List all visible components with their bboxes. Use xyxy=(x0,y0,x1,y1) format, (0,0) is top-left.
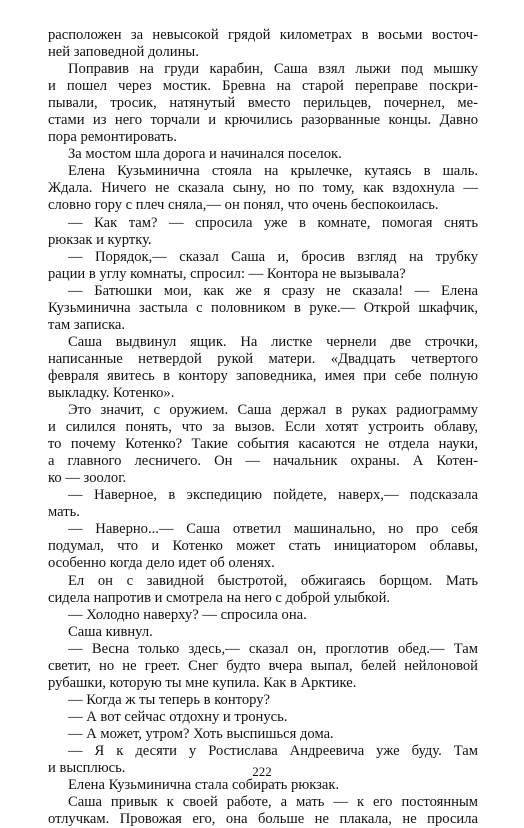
page-number: 222 xyxy=(252,764,272,779)
text-line: Саша привык к своей работе, а мать — к его постоянным xyxy=(68,794,478,811)
text-line: пора ремонтировать. xyxy=(48,129,177,146)
text-line: расположен за невысокой грядой километрах в восьми восточ- xyxy=(48,27,478,43)
text-line: сидела напротив и смотрела на него с доброй улыбкой. xyxy=(48,589,391,606)
text-line: Ел он с завидной быстротой, обжигаясь борщом. Мать xyxy=(68,572,478,589)
text-line: — Наверное, в экспедицию пойдете, наверх,— подсказала xyxy=(68,487,478,504)
text-line: рубашки, которую ты мне купила. Как в Арктике. xyxy=(48,674,357,691)
text-line: Саша кивнул. xyxy=(68,623,153,640)
text-line: — А вот сейчас отдохну и тронусь. xyxy=(68,708,288,725)
text-line: — Когда ж ты теперь в контору? xyxy=(68,691,271,708)
text-line: и силился понять, что за вызов. Если хотят устроить облаву, xyxy=(48,419,478,436)
page-body xyxy=(48,27,478,828)
text-line: ко — зоолог. xyxy=(48,470,127,487)
text-line: подумал, что и Котенко может стать инициатором облавы, xyxy=(48,538,478,555)
text-line: Елена Кузьминична стала собирать рюкзак. xyxy=(68,777,340,794)
text-line: мать. xyxy=(48,504,80,521)
text-line: За мостом шла дорога и начинался поселок. xyxy=(68,146,342,163)
text-line: — Как там? — спросила уже в комнате, помогая снять xyxy=(68,214,478,231)
text-line: ней заповедной долины. xyxy=(48,44,199,61)
text-line: — Весна только здесь,— сказал он, проглотив обед.— Там xyxy=(68,640,478,657)
text-line: а главного лесничего. Он — начальник охраны. А Котен- xyxy=(48,453,478,470)
text-line: — Наверно...— Саша ответил машинально, но про себя xyxy=(68,521,478,538)
text-line: Ждала. Ничего не сказала сыну, но по тому, как вздохнула — xyxy=(48,180,478,197)
text-line: словно гору с плеч сняла,— он понял, что очень беспокоилась. xyxy=(48,197,439,214)
text-line: Поправив на груди карабин, Саша взял лыжи под мышку xyxy=(68,61,478,78)
text-line: светит, но не греет. Снег будто вчера выпал, белей нейлоновой xyxy=(48,657,478,674)
text-line: выкладку. Котенко». xyxy=(48,384,175,401)
text-line: рюкзак и куртку. xyxy=(48,231,152,248)
text-line: — Холодно наверху? — спросила она. xyxy=(68,606,307,623)
text-line: отлучкам. Провожая его, она больше не плакала, не просила xyxy=(48,811,478,828)
text-line: написанные нетвердой рукой матери. «Двадцать четвертого xyxy=(48,350,478,367)
text-line: то почему Котенко? Такие события касаются не отдела науки, xyxy=(48,436,478,453)
text-line: Это значит, с оружием. Саша держал в руках радиограмму xyxy=(68,402,478,419)
text-line: — А может, утром? Хоть выспишься дома. xyxy=(68,725,334,742)
text-line: — Батюшки мои, как же я сразу не сказала! — Елена xyxy=(68,282,478,299)
text-line: рации в углу комнаты, спросил: — Контора не вызывала? xyxy=(48,265,406,282)
text-line: Кузьминична застыла с половником в руке.— Открой шкафчик, xyxy=(48,299,478,316)
text-line: и высплюсь. xyxy=(48,760,126,777)
text-line: февраля явитесь в контору заповедника, имея при себе полную xyxy=(48,367,478,384)
text-line: стами из него торчали и крючились разорванные концы. Давно xyxy=(48,112,478,129)
text-line: там записка. xyxy=(48,316,126,333)
text-line: пывали, тросик, натянутый вместо перильцев, почернел, ме- xyxy=(48,95,478,112)
text-line: особенно когда дело идет об оленях. xyxy=(48,555,275,572)
text-line: и пошел через мостик. Бревна на старой переправе поскри- xyxy=(48,78,478,95)
text-line: Елена Кузьминична стояла на крылечке, кутаясь в шаль. xyxy=(68,163,478,180)
text-line: — Порядок,— сказал Саша и, бросив взгляд на трубку xyxy=(68,248,478,265)
text-line: Саша выдвинул ящик. На листке чернели две строчки, xyxy=(68,333,478,350)
text-line: — Я к десяти у Ростислава Андреевича уже буду. Там xyxy=(68,742,478,759)
